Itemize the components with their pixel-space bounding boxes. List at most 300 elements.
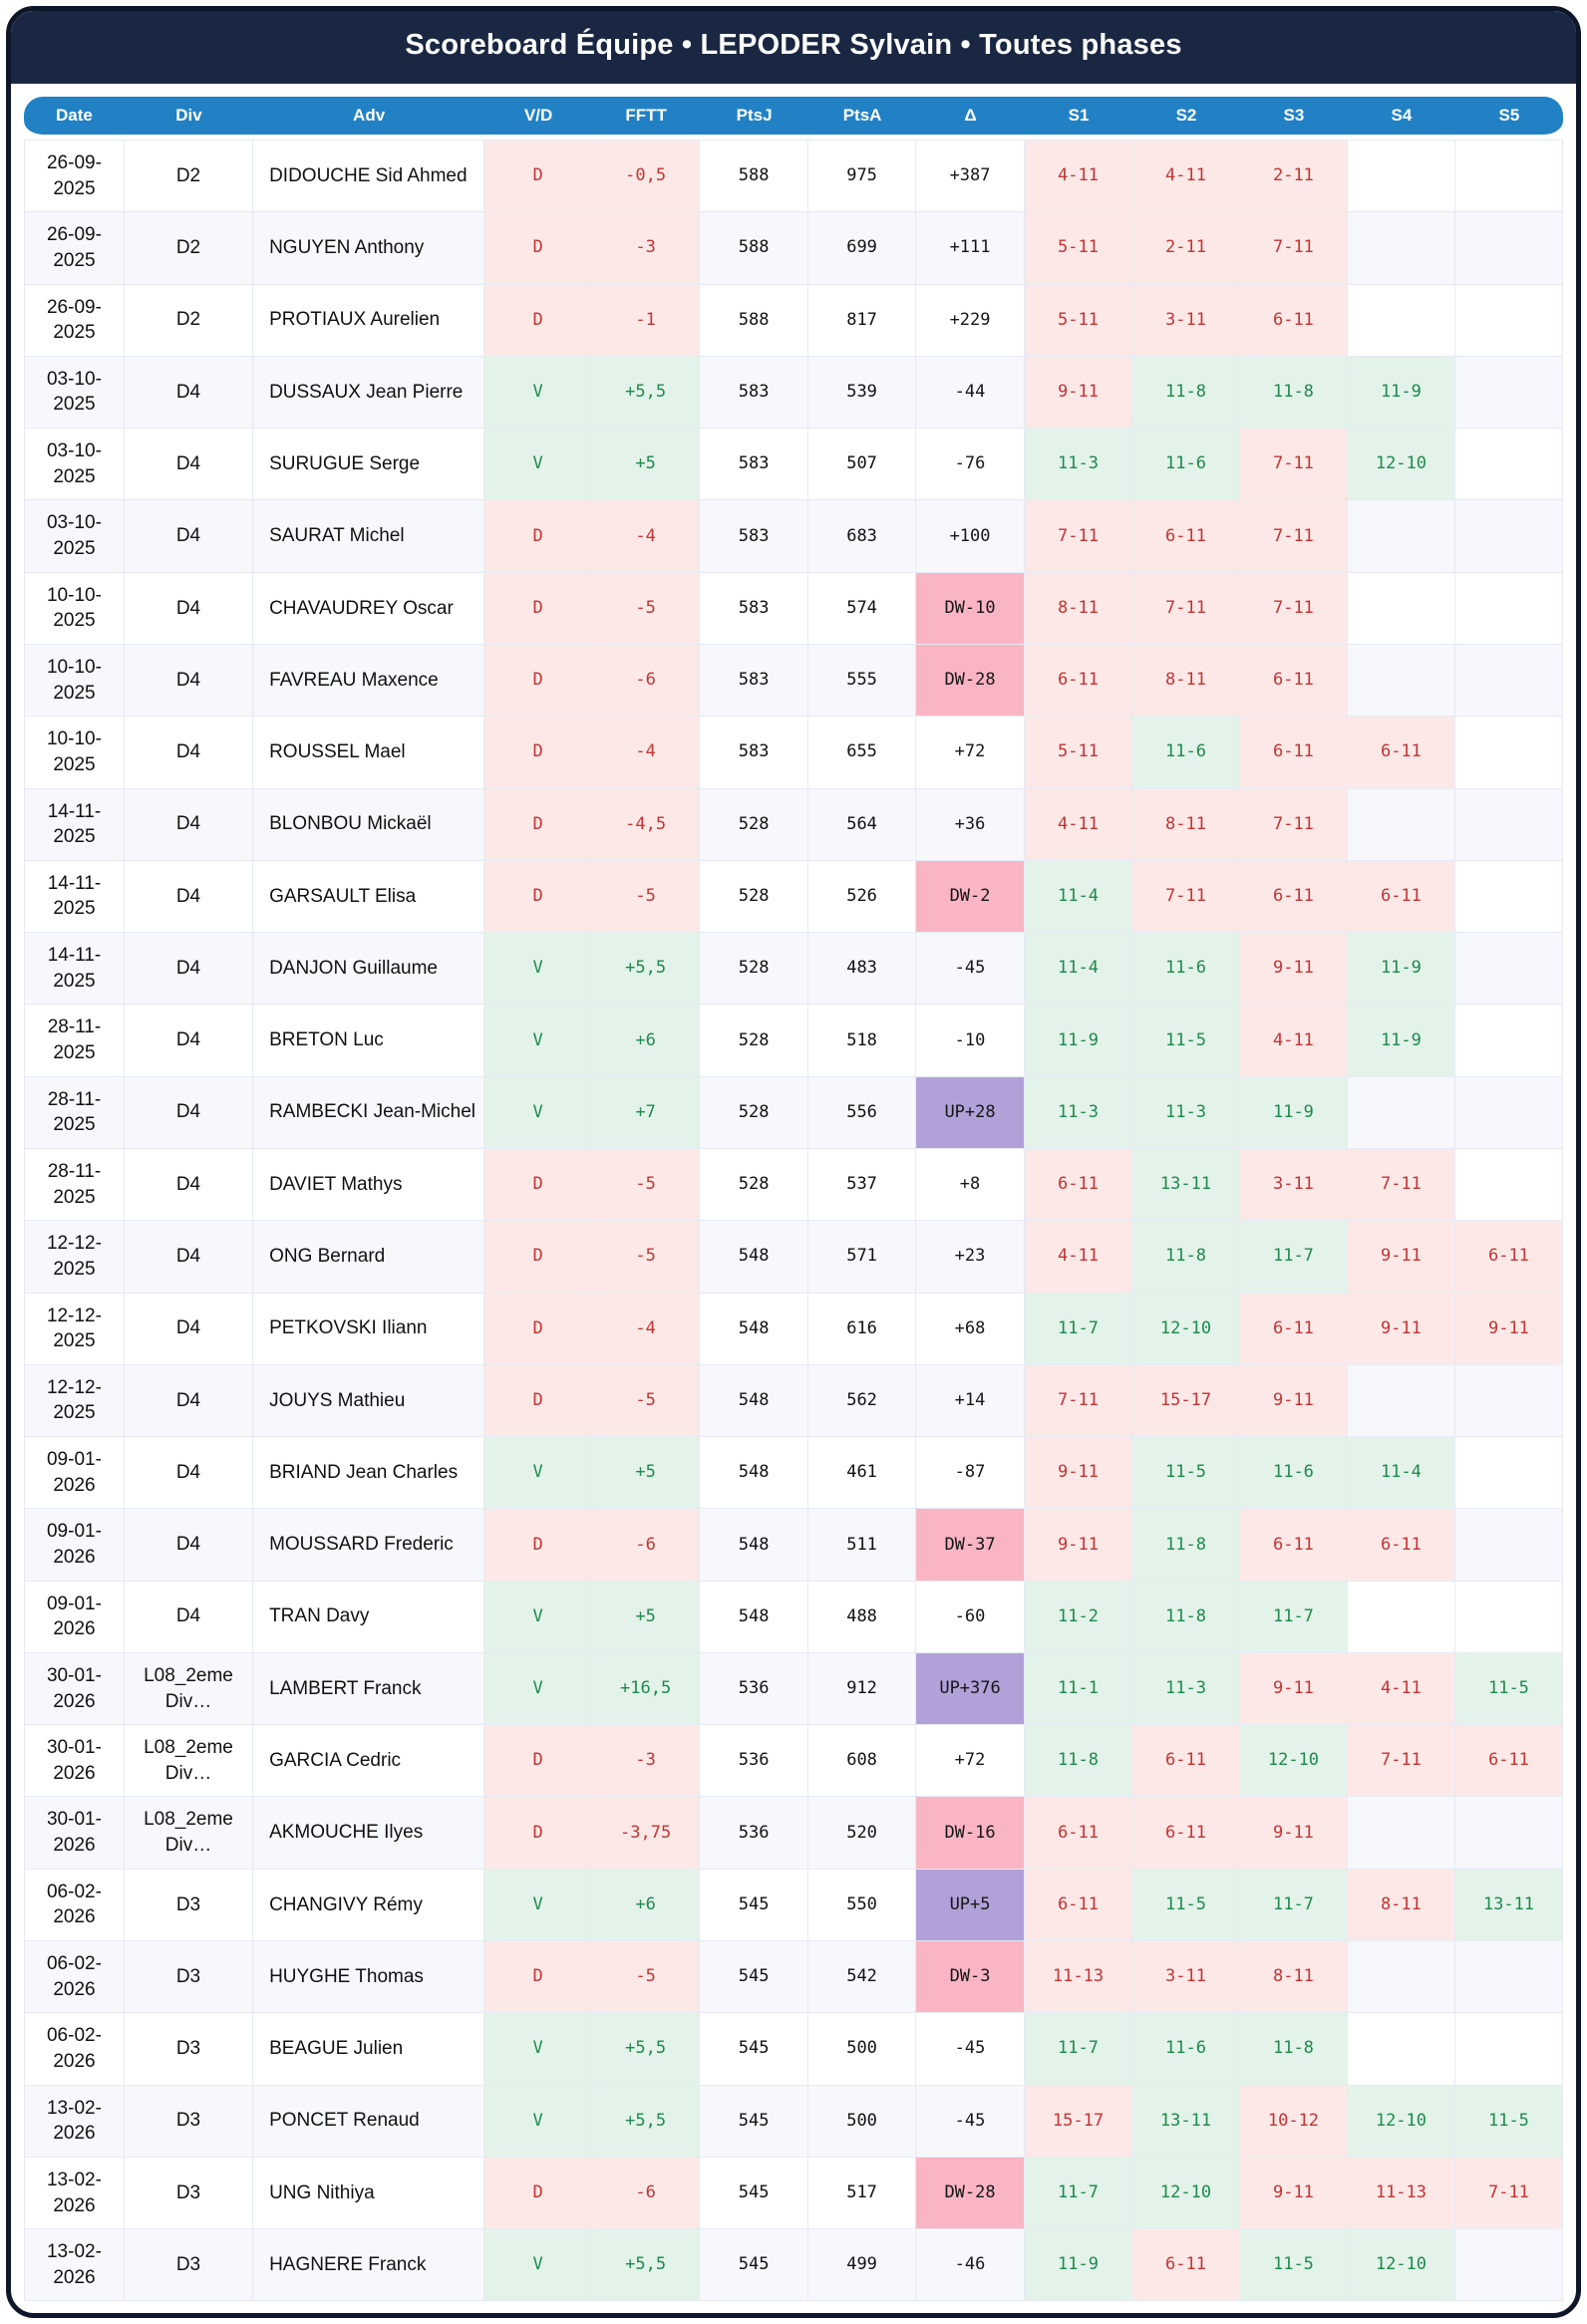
cell-division: D3 xyxy=(125,2013,253,2085)
cell-delta: +36 xyxy=(916,789,1025,861)
cell-set-s2: 13-11 xyxy=(1132,2086,1240,2158)
cell-adversary: ONG Bernard xyxy=(253,1221,484,1293)
table-row xyxy=(24,573,1563,645)
cell-division: D3 xyxy=(125,2158,253,2229)
column-header-date: Date xyxy=(24,97,125,140)
cell-fftt-points: +5,5 xyxy=(592,2086,700,2158)
cell-date: 10-10-2025 xyxy=(24,645,125,717)
cell-points-adversary: 574 xyxy=(808,573,916,645)
table-row xyxy=(24,357,1563,429)
cell-set-s4: 6-11 xyxy=(1348,1509,1455,1581)
cell-adversary: FAVREAU Maxence xyxy=(253,645,484,717)
cell-set-s1: 6-11 xyxy=(1025,1149,1132,1221)
cell-set-s4 xyxy=(1348,500,1455,572)
cell-adversary: TRAN Davy xyxy=(253,1582,484,1653)
cell-result: D xyxy=(484,500,592,572)
cell-set-s3: 11-5 xyxy=(1240,2229,1348,2301)
cell-set-s3: 7-11 xyxy=(1240,500,1348,572)
cell-set-s3: 9-11 xyxy=(1240,2158,1348,2229)
table-row xyxy=(24,500,1563,572)
cell-points-adversary: 500 xyxy=(808,2086,916,2158)
cell-points-adversary: 537 xyxy=(808,1149,916,1221)
cell-result: D xyxy=(484,1221,592,1293)
cell-set-s2: 11-8 xyxy=(1132,357,1240,429)
cell-adversary: BLONBOU Mickaël xyxy=(253,789,484,861)
cell-set-s4: 11-13 xyxy=(1348,2158,1455,2229)
cell-set-s5 xyxy=(1455,1149,1563,1221)
cell-division: D4 xyxy=(125,500,253,572)
cell-division: D4 xyxy=(125,1365,253,1437)
cell-set-s3: 11-7 xyxy=(1240,1221,1348,1293)
scoreboard-card xyxy=(6,6,1581,2318)
table-row xyxy=(24,140,1563,212)
cell-set-s5 xyxy=(1455,2013,1563,2085)
cell-set-s4 xyxy=(1348,2013,1455,2085)
cell-date: 12-12-2025 xyxy=(24,1221,125,1293)
cell-set-s5 xyxy=(1455,429,1563,500)
cell-delta: -45 xyxy=(916,2013,1025,2085)
cell-set-s5 xyxy=(1455,1077,1563,1149)
cell-adversary: UNG Nithiya xyxy=(253,2158,484,2229)
cell-fftt-points: -5 xyxy=(592,1221,700,1293)
cell-fftt-points: -5 xyxy=(592,1365,700,1437)
cell-set-s2: 4-11 xyxy=(1132,140,1240,212)
cell-fftt-points: -4 xyxy=(592,717,700,788)
cell-delta: UP+28 xyxy=(916,1077,1025,1149)
cell-date: 30-01-2026 xyxy=(24,1653,125,1725)
cell-points-adversary: 550 xyxy=(808,1870,916,1941)
cell-result: D xyxy=(484,645,592,717)
cell-date: 09-01-2026 xyxy=(24,1509,125,1581)
cell-result: V xyxy=(484,429,592,500)
cell-points-played: 548 xyxy=(700,1365,808,1437)
cell-adversary: PROTIAUX Aurelien xyxy=(253,285,484,357)
cell-set-s2: 11-5 xyxy=(1132,1437,1240,1509)
cell-set-s4: 12-10 xyxy=(1348,2086,1455,2158)
cell-adversary: PONCET Renaud xyxy=(253,2086,484,2158)
cell-set-s3: 6-11 xyxy=(1240,717,1348,788)
cell-set-s1: 4-11 xyxy=(1025,140,1132,212)
cell-result: D xyxy=(484,1725,592,1797)
cell-set-s4 xyxy=(1348,1941,1455,2013)
cell-division: D2 xyxy=(125,140,253,212)
cell-points-played: 583 xyxy=(700,500,808,572)
cell-fftt-points: +5 xyxy=(592,429,700,500)
table-row xyxy=(24,285,1563,357)
table-row xyxy=(24,717,1563,788)
cell-delta: DW-16 xyxy=(916,1797,1025,1869)
cell-date: 13-02-2026 xyxy=(24,2158,125,2229)
table-row xyxy=(24,789,1563,861)
cell-points-played: 583 xyxy=(700,573,808,645)
cell-result: D xyxy=(484,1365,592,1437)
cell-delta: +23 xyxy=(916,1221,1025,1293)
cell-points-adversary: 461 xyxy=(808,1437,916,1509)
cell-set-s1: 5-11 xyxy=(1025,717,1132,788)
cell-set-s3: 10-12 xyxy=(1240,2086,1348,2158)
cell-fftt-points: +16,5 xyxy=(592,1653,700,1725)
cell-date: 06-02-2026 xyxy=(24,2013,125,2085)
table-row xyxy=(24,2086,1563,2158)
cell-set-s2: 3-11 xyxy=(1132,285,1240,357)
cell-set-s1: 11-7 xyxy=(1025,1294,1132,1365)
cell-set-s4 xyxy=(1348,212,1455,284)
cell-delta: -87 xyxy=(916,1437,1025,1509)
cell-set-s2: 11-6 xyxy=(1132,717,1240,788)
cell-adversary: DAVIET Mathys xyxy=(253,1149,484,1221)
cell-points-played: 588 xyxy=(700,212,808,284)
cell-delta: DW-28 xyxy=(916,2158,1025,2229)
cell-set-s3: 6-11 xyxy=(1240,1294,1348,1365)
cell-fftt-points: +6 xyxy=(592,1870,700,1941)
cell-fftt-points: -1 xyxy=(592,285,700,357)
cell-set-s5: 11-5 xyxy=(1455,1653,1563,1725)
cell-date: 14-11-2025 xyxy=(24,789,125,861)
cell-set-s3: 7-11 xyxy=(1240,429,1348,500)
cell-set-s4 xyxy=(1348,140,1455,212)
cell-points-adversary: 520 xyxy=(808,1797,916,1869)
cell-delta: -60 xyxy=(916,1582,1025,1653)
cell-set-s1: 11-7 xyxy=(1025,2158,1132,2229)
cell-date: 06-02-2026 xyxy=(24,1941,125,2013)
cell-set-s2: 6-11 xyxy=(1132,1725,1240,1797)
cell-set-s5 xyxy=(1455,1005,1563,1076)
cell-set-s1: 9-11 xyxy=(1025,1509,1132,1581)
cell-set-s3: 6-11 xyxy=(1240,1509,1348,1581)
cell-set-s4: 12-10 xyxy=(1348,429,1455,500)
column-header-points-played: PtsJ xyxy=(700,97,808,140)
cell-points-played: 528 xyxy=(700,789,808,861)
cell-set-s3: 6-11 xyxy=(1240,861,1348,933)
cell-adversary: JOUYS Mathieu xyxy=(253,1365,484,1437)
cell-set-s3: 3-11 xyxy=(1240,1149,1348,1221)
cell-delta: -76 xyxy=(916,429,1025,500)
cell-set-s2: 11-3 xyxy=(1132,1077,1240,1149)
cell-set-s5 xyxy=(1455,1582,1563,1653)
cell-set-s4 xyxy=(1348,645,1455,717)
cell-set-s1: 11-2 xyxy=(1025,1582,1132,1653)
cell-set-s5 xyxy=(1455,212,1563,284)
cell-set-s1: 11-9 xyxy=(1025,1005,1132,1076)
cell-result: D xyxy=(484,861,592,933)
cell-set-s3: 12-10 xyxy=(1240,1725,1348,1797)
cell-division: D4 xyxy=(125,1437,253,1509)
cell-division: D4 xyxy=(125,429,253,500)
table-row xyxy=(24,1653,1563,1725)
cell-delta: +387 xyxy=(916,140,1025,212)
cell-result: V xyxy=(484,1653,592,1725)
cell-fftt-points: -6 xyxy=(592,645,700,717)
cell-fftt-points: -0,5 xyxy=(592,140,700,212)
cell-date: 26-09-2025 xyxy=(24,285,125,357)
cell-points-adversary: 683 xyxy=(808,500,916,572)
cell-delta: DW-2 xyxy=(916,861,1025,933)
cell-set-s3: 9-11 xyxy=(1240,1365,1348,1437)
cell-set-s5 xyxy=(1455,861,1563,933)
cell-result: D xyxy=(484,1294,592,1365)
cell-set-s4: 4-11 xyxy=(1348,1653,1455,1725)
cell-points-adversary: 499 xyxy=(808,2229,916,2301)
cell-set-s5: 9-11 xyxy=(1455,1294,1563,1365)
cell-division: D4 xyxy=(125,645,253,717)
cell-delta: -44 xyxy=(916,357,1025,429)
column-header-set3: S3 xyxy=(1240,97,1348,140)
table-row xyxy=(24,1077,1563,1149)
cell-division: D4 xyxy=(125,789,253,861)
cell-points-played: 528 xyxy=(700,861,808,933)
cell-set-s5 xyxy=(1455,1797,1563,1869)
cell-adversary: BRETON Luc xyxy=(253,1005,484,1076)
cell-delta: +72 xyxy=(916,1725,1025,1797)
cell-delta: -45 xyxy=(916,2086,1025,2158)
cell-set-s5: 6-11 xyxy=(1455,1221,1563,1293)
cell-adversary: HAGNERE Franck xyxy=(253,2229,484,2301)
table-row xyxy=(24,1005,1563,1076)
cell-fftt-points: -5 xyxy=(592,861,700,933)
cell-result: V xyxy=(484,357,592,429)
cell-delta: UP+5 xyxy=(916,1870,1025,1941)
cell-set-s1: 11-4 xyxy=(1025,861,1132,933)
table-row xyxy=(24,1437,1563,1509)
cell-division: D4 xyxy=(125,1582,253,1653)
cell-set-s5 xyxy=(1455,573,1563,645)
cell-set-s5 xyxy=(1455,1509,1563,1581)
cell-set-s4 xyxy=(1348,1797,1455,1869)
cell-points-adversary: 817 xyxy=(808,285,916,357)
cell-points-adversary: 655 xyxy=(808,717,916,788)
cell-set-s1: 11-3 xyxy=(1025,1077,1132,1149)
cell-delta: +111 xyxy=(916,212,1025,284)
cell-points-adversary: 517 xyxy=(808,2158,916,2229)
cell-points-adversary: 500 xyxy=(808,2013,916,2085)
cell-set-s5 xyxy=(1455,1437,1563,1509)
cell-adversary: GARSAULT Elisa xyxy=(253,861,484,933)
table-row xyxy=(24,861,1563,933)
cell-set-s4: 11-9 xyxy=(1348,933,1455,1005)
cell-set-s5: 11-5 xyxy=(1455,2086,1563,2158)
cell-adversary: DIDOUCHE Sid Ahmed xyxy=(253,140,484,212)
cell-fftt-points: -6 xyxy=(592,2158,700,2229)
cell-division: L08_2eme Div… xyxy=(125,1653,253,1725)
cell-set-s3: 8-11 xyxy=(1240,1941,1348,2013)
cell-set-s2: 11-8 xyxy=(1132,1221,1240,1293)
table-row xyxy=(24,933,1563,1005)
cell-set-s2: 11-8 xyxy=(1132,1509,1240,1581)
cell-set-s4: 11-4 xyxy=(1348,1437,1455,1509)
cell-points-adversary: 526 xyxy=(808,861,916,933)
cell-points-played: 588 xyxy=(700,285,808,357)
cell-fftt-points: +5,5 xyxy=(592,933,700,1005)
cell-date: 12-12-2025 xyxy=(24,1294,125,1365)
cell-date: 12-12-2025 xyxy=(24,1365,125,1437)
cell-points-played: 545 xyxy=(700,1941,808,2013)
cell-adversary: CHAVAUDREY Oscar xyxy=(253,573,484,645)
cell-set-s3: 7-11 xyxy=(1240,212,1348,284)
cell-set-s2: 12-10 xyxy=(1132,1294,1240,1365)
cell-points-played: 548 xyxy=(700,1437,808,1509)
column-header-row xyxy=(24,97,1563,140)
cell-result: V xyxy=(484,2086,592,2158)
cell-set-s4: 9-11 xyxy=(1348,1294,1455,1365)
cell-set-s5: 13-11 xyxy=(1455,1870,1563,1941)
cell-set-s5 xyxy=(1455,717,1563,788)
cell-division: D4 xyxy=(125,1509,253,1581)
cell-adversary: CHANGIVY Rémy xyxy=(253,1870,484,1941)
column-header-delta: Δ xyxy=(916,97,1025,140)
cell-set-s3: 9-11 xyxy=(1240,1653,1348,1725)
table-row xyxy=(24,212,1563,284)
scoreboard-table-body xyxy=(24,140,1563,2301)
table-row xyxy=(24,1797,1563,1869)
cell-result: D xyxy=(484,1941,592,2013)
cell-result: D xyxy=(484,1797,592,1869)
cell-points-played: 548 xyxy=(700,1582,808,1653)
cell-points-adversary: 912 xyxy=(808,1653,916,1725)
column-header-result: V/D xyxy=(484,97,592,140)
cell-delta: -46 xyxy=(916,2229,1025,2301)
cell-set-s4 xyxy=(1348,1582,1455,1653)
cell-set-s4 xyxy=(1348,1077,1455,1149)
cell-delta: -10 xyxy=(916,1005,1025,1076)
cell-points-played: 583 xyxy=(700,357,808,429)
cell-points-adversary: 483 xyxy=(808,933,916,1005)
cell-adversary: ROUSSEL Mael xyxy=(253,717,484,788)
cell-delta: +72 xyxy=(916,717,1025,788)
cell-adversary: PETKOVSKI Iliann xyxy=(253,1294,484,1365)
cell-set-s5 xyxy=(1455,140,1563,212)
cell-delta: UP+376 xyxy=(916,1653,1025,1725)
cell-set-s1: 11-8 xyxy=(1025,1725,1132,1797)
cell-set-s4: 11-9 xyxy=(1348,357,1455,429)
cell-fftt-points: +6 xyxy=(592,1005,700,1076)
cell-adversary: HUYGHE Thomas xyxy=(253,1941,484,2013)
cell-result: D xyxy=(484,285,592,357)
cell-division: D3 xyxy=(125,1870,253,1941)
cell-fftt-points: -5 xyxy=(592,1149,700,1221)
cell-set-s3: 6-11 xyxy=(1240,285,1348,357)
cell-points-adversary: 488 xyxy=(808,1582,916,1653)
cell-result: V xyxy=(484,2229,592,2301)
table-row xyxy=(24,1294,1563,1365)
cell-points-adversary: 562 xyxy=(808,1365,916,1437)
cell-set-s2: 11-5 xyxy=(1132,1870,1240,1941)
cell-points-played: 536 xyxy=(700,1725,808,1797)
cell-fftt-points: -5 xyxy=(592,1941,700,2013)
cell-set-s5 xyxy=(1455,789,1563,861)
cell-set-s1: 7-11 xyxy=(1025,1365,1132,1437)
cell-points-adversary: 564 xyxy=(808,789,916,861)
cell-set-s1: 11-4 xyxy=(1025,933,1132,1005)
cell-points-adversary: 511 xyxy=(808,1509,916,1581)
cell-date: 14-11-2025 xyxy=(24,933,125,1005)
cell-date: 28-11-2025 xyxy=(24,1149,125,1221)
table-row xyxy=(24,1941,1563,2013)
cell-fftt-points: +5 xyxy=(592,1437,700,1509)
cell-set-s5 xyxy=(1455,2229,1563,2301)
cell-points-adversary: 542 xyxy=(808,1941,916,2013)
cell-set-s2: 11-6 xyxy=(1132,429,1240,500)
cell-result: V xyxy=(484,1437,592,1509)
cell-points-played: 583 xyxy=(700,429,808,500)
cell-division: L08_2eme Div… xyxy=(125,1725,253,1797)
cell-result: V xyxy=(484,2013,592,2085)
cell-set-s1: 9-11 xyxy=(1025,357,1132,429)
cell-set-s2: 8-11 xyxy=(1132,789,1240,861)
cell-set-s1: 4-11 xyxy=(1025,789,1132,861)
cell-adversary: DANJON Guillaume xyxy=(253,933,484,1005)
cell-fftt-points: -3,75 xyxy=(592,1797,700,1869)
cell-set-s5 xyxy=(1455,500,1563,572)
cell-division: D3 xyxy=(125,2229,253,2301)
cell-points-adversary: 556 xyxy=(808,1077,916,1149)
cell-set-s1: 5-11 xyxy=(1025,212,1132,284)
cell-points-played: 588 xyxy=(700,140,808,212)
cell-points-played: 545 xyxy=(700,2013,808,2085)
cell-fftt-points: -5 xyxy=(592,573,700,645)
cell-adversary: LAMBERT Franck xyxy=(253,1653,484,1725)
cell-set-s2: 8-11 xyxy=(1132,645,1240,717)
cell-set-s3: 11-6 xyxy=(1240,1437,1348,1509)
cell-date: 09-01-2026 xyxy=(24,1437,125,1509)
cell-result: V xyxy=(484,1582,592,1653)
cell-set-s4: 7-11 xyxy=(1348,1149,1455,1221)
cell-set-s4: 12-10 xyxy=(1348,2229,1455,2301)
cell-set-s3: 9-11 xyxy=(1240,1797,1348,1869)
cell-date: 03-10-2025 xyxy=(24,429,125,500)
cell-set-s2: 7-11 xyxy=(1132,861,1240,933)
cell-delta: +14 xyxy=(916,1365,1025,1437)
cell-date: 10-10-2025 xyxy=(24,573,125,645)
cell-set-s1: 11-1 xyxy=(1025,1653,1132,1725)
cell-set-s1: 11-7 xyxy=(1025,2013,1132,2085)
cell-set-s3: 4-11 xyxy=(1240,1005,1348,1076)
cell-set-s4: 6-11 xyxy=(1348,717,1455,788)
cell-delta: +8 xyxy=(916,1149,1025,1221)
cell-set-s1: 7-11 xyxy=(1025,500,1132,572)
cell-set-s2: 6-11 xyxy=(1132,2229,1240,2301)
cell-division: D4 xyxy=(125,1005,253,1076)
cell-points-played: 548 xyxy=(700,1509,808,1581)
cell-points-played: 545 xyxy=(700,1870,808,1941)
cell-set-s4: 9-11 xyxy=(1348,1221,1455,1293)
cell-result: D xyxy=(484,2158,592,2229)
cell-result: V xyxy=(484,933,592,1005)
cell-set-s3: 7-11 xyxy=(1240,789,1348,861)
cell-result: D xyxy=(484,1509,592,1581)
cell-set-s3: 9-11 xyxy=(1240,933,1348,1005)
cell-division: L08_2eme Div… xyxy=(125,1797,253,1869)
cell-set-s4: 6-11 xyxy=(1348,861,1455,933)
cell-division: D4 xyxy=(125,573,253,645)
cell-date: 03-10-2025 xyxy=(24,357,125,429)
cell-division: D3 xyxy=(125,1941,253,2013)
table-row xyxy=(24,2158,1563,2229)
cell-result: V xyxy=(484,1005,592,1076)
cell-set-s5 xyxy=(1455,933,1563,1005)
cell-adversary: BRIAND Jean Charles xyxy=(253,1437,484,1509)
cell-set-s4 xyxy=(1348,573,1455,645)
cell-delta: -45 xyxy=(916,933,1025,1005)
cell-set-s3: 7-11 xyxy=(1240,573,1348,645)
cell-set-s5 xyxy=(1455,1941,1563,2013)
cell-fftt-points: +5,5 xyxy=(592,2229,700,2301)
cell-set-s2: 12-10 xyxy=(1132,2158,1240,2229)
cell-date: 26-09-2025 xyxy=(24,212,125,284)
column-header-fftt: FFTT xyxy=(592,97,700,140)
cell-points-adversary: 507 xyxy=(808,429,916,500)
cell-set-s4 xyxy=(1348,285,1455,357)
cell-adversary: DUSSAUX Jean Pierre xyxy=(253,357,484,429)
